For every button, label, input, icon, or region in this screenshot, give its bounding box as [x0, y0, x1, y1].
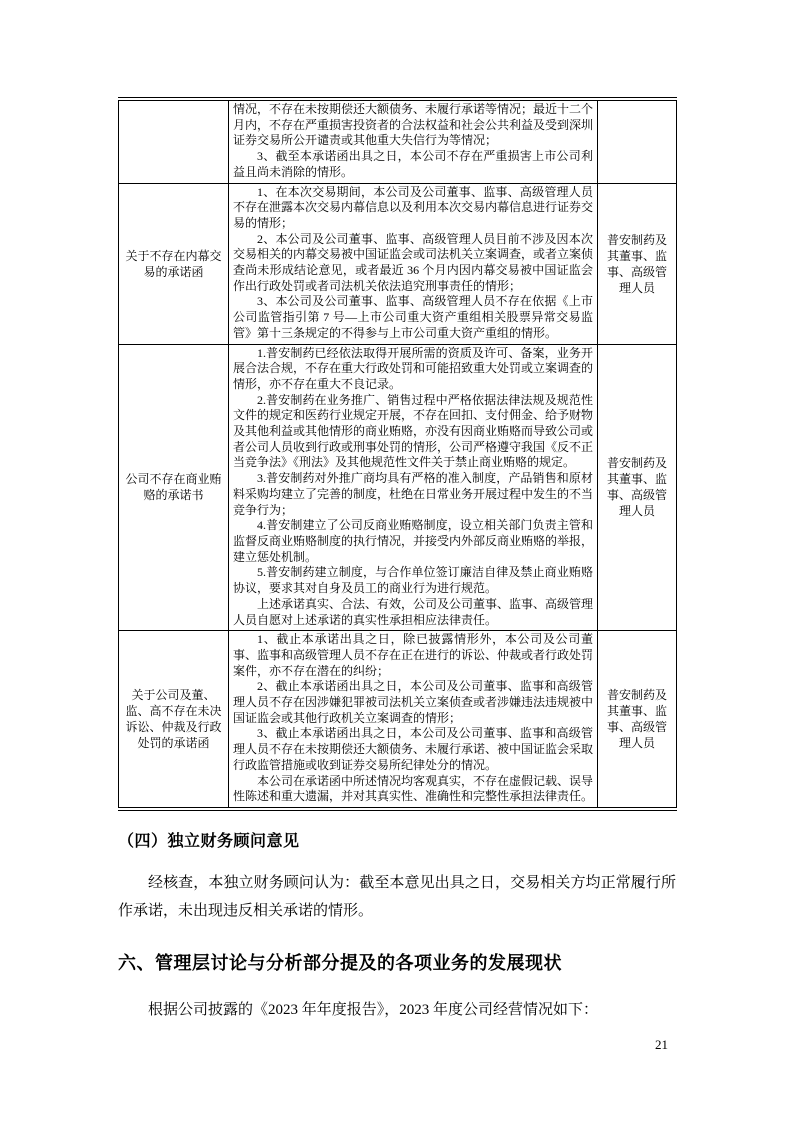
row-content-cell: [229, 183, 598, 344]
row-party-cell: [598, 99, 677, 183]
table-cell-paragraph: 1.普安制药已经依法取得开展所需的资质及许可、备案，业务开展合法合规，不存在重大行政处罚和可能招致重大处罚或立案调查的情形，亦不存在重大不良记录。: [233, 345, 594, 391]
row-party-cell: 普安制药及其董事、监事、高级管理人员: [598, 344, 677, 631]
page-number: 21: [655, 1037, 668, 1052]
table-row: [119, 99, 677, 183]
row-label-cell: 关于不存在内幕交易的承诺函: [119, 183, 229, 344]
table-cell-paragraph: 3、截止本承诺函出具之日，本公司及公司董事、监事和高级管理人员不存在未按期偿还大额债务、未履行承诺、被中国证监会采取行政监管措施或收到证券交易所纪律处分的情况。: [233, 726, 594, 772]
row-party-cell: 普安制药及其董事、监事、高级管理人员: [598, 631, 677, 809]
table-cell-paragraph: 情况，不存在未按期偿还大额债务、未履行承诺等情况；最近十二个月内，不存在严重损害投资者的合法权益和社会公共利益及受到深圳证券交易所公开谴责或其他重大失信行为等情况；: [233, 102, 594, 148]
section-heading-mda: 六、管理层讨论与分析部分提及的各项业务的发展现状: [118, 952, 562, 973]
table-cell-paragraph: 上述承诺真实、合法、有效，公司及公司董事、监事、高级管理人员自愿对上述承诺的真实性承担相应法律责任。: [233, 596, 594, 627]
row-label-cell: 关于公司及董、监、高不存在未决诉讼、仲裁及行政处罚的承诺函: [119, 631, 229, 809]
row-party-cell: 普安制药及其董事、监事、高级管理人员: [598, 183, 677, 344]
table-row: [119, 344, 677, 631]
table-cell-paragraph: 3、截至本承诺函出具之日，本公司不存在严重损害上市公司利益且尚未消除的情形。: [233, 149, 593, 179]
table-cell-paragraph: 2.普安制药在业务推广、销售过程中严格依据法律法规及规范性文件的规定和医药行业规定开展，不存在回扣、支付佣金、给予财物及其他利益或其他情形的商业贿赂，亦没有因商业贿赂而导致公司或者公司人员收到行政或刑事处罚的情形，公司严格遵守我国《反不正当竞争法》《刑法》及其他规范性文件关于禁止商业贿赂的规定。: [233, 392, 594, 470]
commitment-table-body: [119, 99, 677, 809]
table-cell-paragraph: 3.普安制药对外推广商均具有严格的准入制度，产品销售和原材料采购均建立了完善的制度，杜绝在日常业务开展过程中发生的不当竞争行为；: [233, 471, 594, 517]
table-cell-paragraph: 1、在本次交易期间，本公司及公司董事、监事、高级管理人员不存在泄露本次交易内幕信息以及利用本次交易内幕信息进行证券交易的情形；: [233, 184, 594, 230]
table-cell-paragraph: 本公司在承诺函中所述情况均客观真实，不存在虚假记载、误导性陈述和重大遗漏，并对其真实性、准确性和完整性承担法律责任。: [233, 773, 594, 804]
row-label-cell: 公司不存在商业贿赂的承诺书: [119, 344, 229, 631]
row-label-cell: [119, 99, 229, 183]
table-cell-paragraph: 4.普安制建立了公司反商业贿赂制度，设立相关部门负责主管和监督反商业贿赂制度的执行情况，并接受内外部反商业贿赂的举报，建立惩处机制。: [233, 518, 594, 564]
table-cell-paragraph: 2、截止本承诺函出具之日，本公司及公司董事、监事和高级管理人员不存在因涉嫌犯罪被司法机关立案侦查或者涉嫌违法违规被中国证监会或其他行政机关立案调查的情形；: [233, 679, 594, 725]
table-cell-paragraph: 1、截止本承诺出具之日，除已披露情形外，本公司及公司董事、监事和高级管理人员不存在正在进行的诉讼、仲裁或者行政处罚案件，亦不存在潜在的纠纷；: [233, 632, 594, 678]
table-row: [119, 183, 677, 344]
table-cell-paragraph: 3、本公司及公司董事、监事、高级管理人员不存在依据《上市公司监管指引第 7 号—上市公司重大资产重组相关股票异常交易监管》第十三条规定的不得参与上市公司重大资产重组的情形。: [233, 294, 593, 340]
row-content-cell: [229, 631, 598, 809]
table-cell-paragraph: 2、本公司及公司董事、监事、高级管理人员目前不涉及因本次交易相关的内幕交易被中国证监会或司法机关立案调查，或者立案侦查尚未形成结论意见，或者最近 36 个月内因内幕交易被中国证监会作出行政处罚或者司法机关依法追究刑事责任的情形；: [233, 231, 594, 293]
row-content-cell: [229, 344, 598, 631]
row-content-cell: [229, 99, 598, 183]
section-heading-advisor-opinion: （四）独立财务顾问意见: [118, 832, 300, 850]
table-cell-paragraph: 5.普安制药建立制度，与合作单位签订廉洁自律及禁止商业贿赂协议，要求其对自身及员工的商业行为进行规范。: [233, 565, 593, 596]
table-row: [119, 631, 677, 809]
mda-paragraph: 根据公司披露的《2023 年年度报告》，2023 年度公司经营情况如下：: [148, 1001, 599, 1018]
advisor-opinion-paragraph: 经核查，本独立财务顾问认为：截至本意见出具之日，交易相关方均正常履行所作承诺，未出现违反相关承诺的情形。: [118, 874, 676, 919]
commitment-table: [118, 97, 677, 811]
